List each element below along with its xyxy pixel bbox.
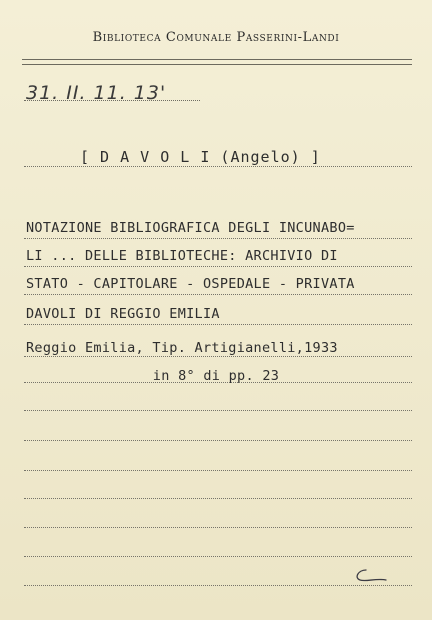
author-rule bbox=[24, 166, 412, 167]
library-header: Biblioteca Comunale Passerini-Landi bbox=[92, 30, 340, 45]
rule bbox=[24, 294, 412, 295]
rule bbox=[24, 382, 412, 383]
blank-rule bbox=[24, 527, 412, 528]
rule bbox=[24, 238, 412, 239]
rule bbox=[24, 324, 412, 325]
shelfmark-underline bbox=[24, 100, 200, 101]
title-line-4: DAVOLI DI REGGIO EMILIA bbox=[26, 306, 220, 322]
rule bbox=[24, 266, 412, 267]
blank-rule bbox=[24, 470, 412, 471]
blank-rule bbox=[24, 440, 412, 441]
author-heading: [ D A V O L I (Angelo) ] bbox=[80, 148, 321, 166]
blank-rule bbox=[24, 556, 412, 557]
header-divider bbox=[22, 59, 412, 65]
title-line-2: LI ... DELLE BIBLIOTECHE: ARCHIVIO DI bbox=[26, 248, 338, 264]
shelfmark: 31. II. 11. 13' bbox=[26, 82, 167, 104]
pen-flourish-icon bbox=[352, 566, 392, 586]
collation-line: in 8° di pp. 23 bbox=[152, 368, 280, 384]
title-line-1: NOTAZIONE BIBLIOGRAFICA DEGLI INCUNABO= bbox=[26, 220, 355, 236]
blank-rule bbox=[24, 498, 412, 499]
imprint-line: Reggio Emilia, Tip. Artigianelli,1933 bbox=[26, 340, 338, 356]
title-line-3: STATO - CAPITOLARE - OSPEDALE - PRIVATA bbox=[26, 276, 355, 292]
rule bbox=[24, 356, 412, 357]
blank-rule bbox=[24, 410, 412, 411]
